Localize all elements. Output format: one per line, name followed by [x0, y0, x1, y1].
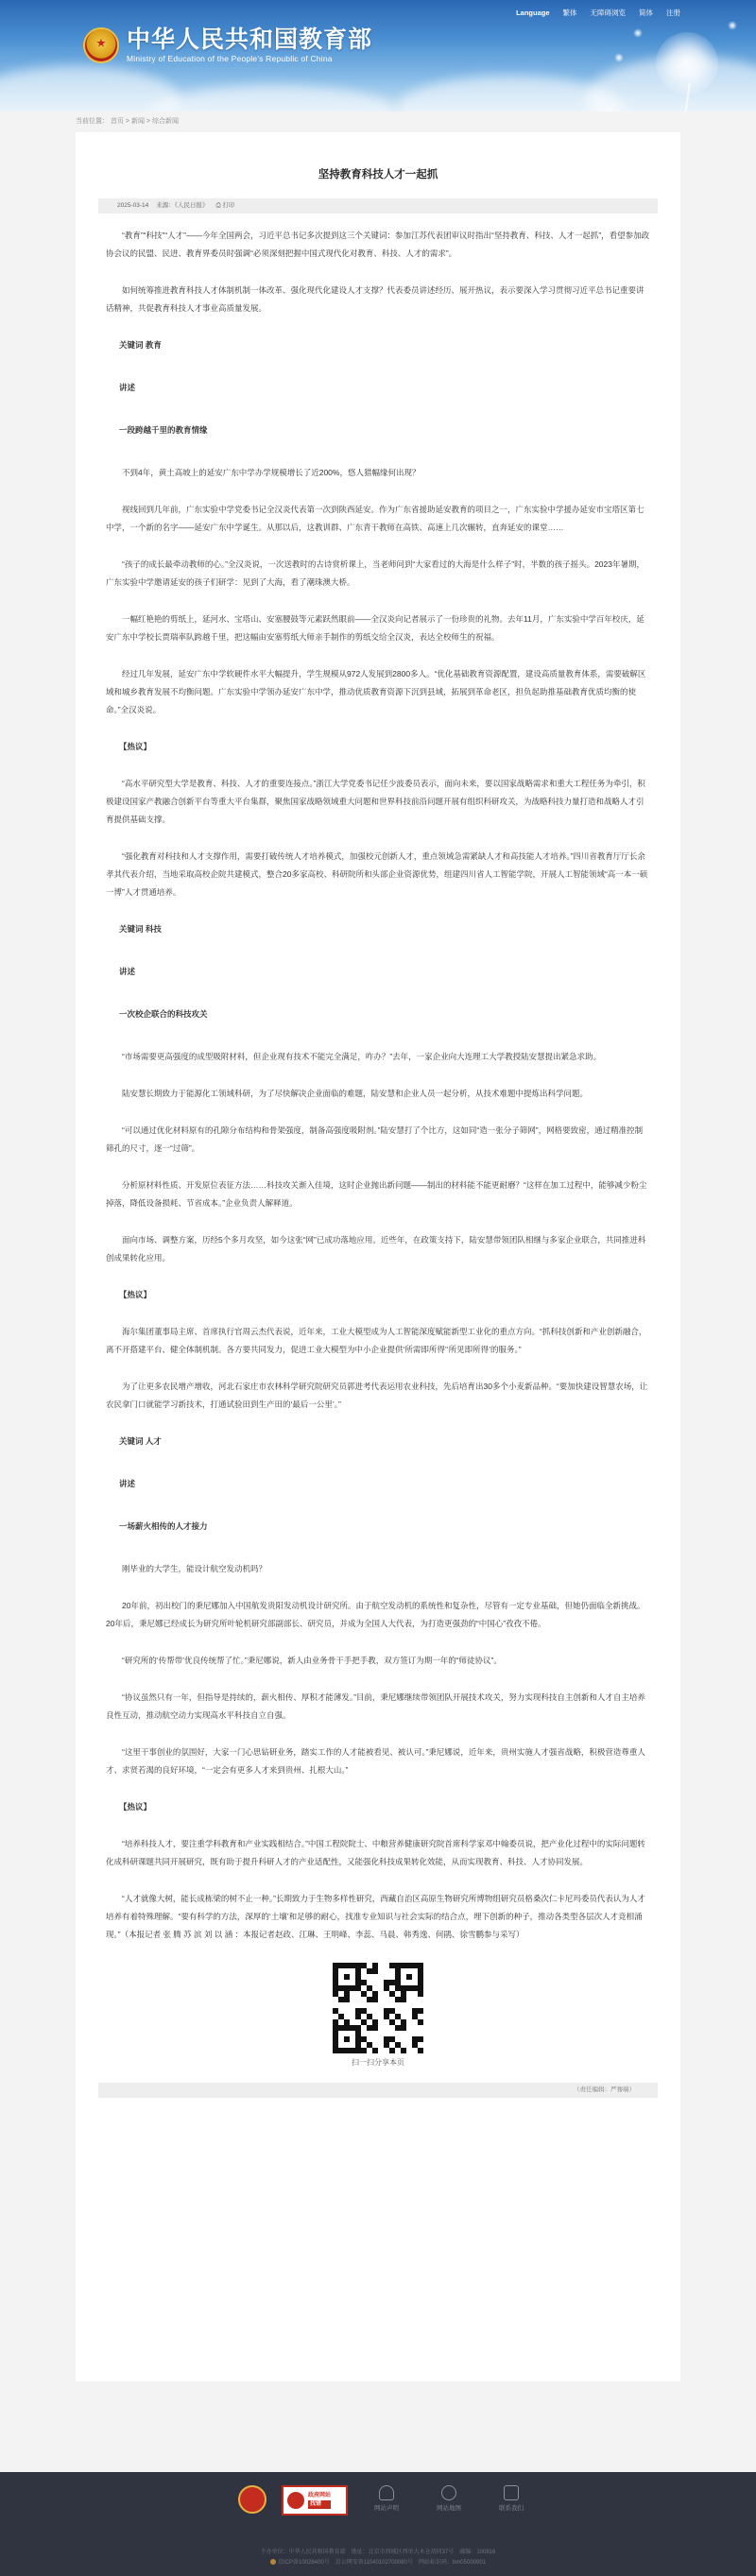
- article-paragraph: “协议虽然只有一年，但指导是持续的，薪火相传、厚积才能薄发。”目前，秉尼娜继续带领团队开展技术攻关，努力实现科技自主创新和人才自主培养良性互动，推动航空动力实现高水平科技自立自强。: [106, 1692, 645, 1720]
- section-heading: 讲述: [119, 1479, 136, 1488]
- article-paragraph: 不到4年，黄土高坡上的延安广东中学办学规模增长了近200%，悠人猎幅缘何出现？: [122, 468, 421, 477]
- article-paragraph: “这里干事创业的氛围好，大家一门心思钻研业务，踏实工作的人才能被看见、被认可。”秉尼娜说，近年来，贵州实施人才强省战略，积极营造尊重人才、求贤若渴的良好环境，“一定会有更多人才来到贵州、扎根大山。”: [106, 1747, 645, 1775]
- article-paragraph: “市场需要更高强度的成型吸附材料，但企业现有技术不能完全满足，咋办？”去年，一家企业向大连理工大学教授陆安慧提出紧急求助。: [122, 1052, 602, 1061]
- seed-decoration: [728, 21, 737, 30]
- site-title: 中华人民共和国教育部: [127, 26, 373, 53]
- editor-bar: [98, 2083, 658, 2098]
- print-button[interactable]: [216, 198, 235, 214]
- contact-us-link[interactable]: [488, 2485, 535, 2512]
- site-statement-link[interactable]: [363, 2485, 410, 2512]
- traditional-chinese-link[interactable]: 繁体: [562, 9, 577, 17]
- qr-code-icon: [333, 1963, 423, 2053]
- section-heading: 关键词 科技: [119, 924, 162, 934]
- breadcrumb-separator: >: [125, 118, 131, 125]
- responsible-editor: （责任编辑：严骞端）: [574, 2087, 635, 2093]
- breadcrumb: [76, 112, 680, 132]
- section-heading: 关键词 教育: [119, 340, 162, 350]
- footer-host-line: 主办单位：中华人民共和国教育部 地址：北京市西城区西单大木仓胡同37号 邮编：100816: [260, 2550, 496, 2555]
- section-heading: 一次校企联合的科技攻关: [119, 1009, 208, 1019]
- site-map-label: 网站地图: [437, 2505, 461, 2512]
- register-link[interactable]: 注册: [666, 9, 680, 17]
- printer-icon: ⎙: [215, 202, 221, 209]
- seed-decoration: [614, 53, 624, 62]
- police-badge-icon: [270, 2559, 276, 2565]
- discussion-tag: 【热议】: [119, 742, 152, 751]
- article-paragraph: 海尔集团董事局主席、首席执行官周云杰代表说，近年来，工业大模型成为人工智能深度赋能新型工业化的重点方向。“抓科技创新和产业创新融合，离不开搭建平台、健全体制机制。各方要共同发力，促进工业大模型为中小企业提供‘所需即所得’‘所见即所得’的服务。”: [106, 1327, 647, 1354]
- footer-icp-line: [0, 2558, 756, 2568]
- simplified-chinese-link[interactable]: 简体: [639, 9, 653, 17]
- article-paragraph: “孩子的成长最牵动教师的心。”全汉炎说，一次送教时的古诗赏析课上，当老师问到“大家看过的大海是什么样子”时，半数的孩子摇头。2023年暑期，广东实验中学邀请延安的孩子们研学：见到了大海，看了潮珠澳大桥。: [106, 559, 644, 587]
- article-paragraph: “人才就像大树，能长成栋梁的树不止一种。”长期致力于生物多样性研究，西藏自治区高原生物研究所博物组研究员格桑次仁卡尼玛委员代表认为人才培养有着特殊理解。“要有科学的方法，深厚的‘土壤’和足够的耐心，找准专业知识与社会实际的结合点，埋下创新的种子，推动各类型各层次人才竞相涌现。”（本报记者 张 腾 苏 滨 刘 以 涵 ：本报记者赵政、江琳、王明峰、李蕊、马晨、韩秀逸、何鹃、徐雪鹏参与采写）: [106, 1894, 645, 1939]
- discussion-tag: 【热议】: [119, 1290, 152, 1299]
- section-heading: 一段跨越千里的教育情缘: [119, 425, 208, 435]
- seed-decoration: [633, 28, 643, 38]
- print-label: 打印: [222, 202, 235, 209]
- contact-icon: [504, 2485, 519, 2500]
- share-qr: [98, 1963, 658, 2068]
- contact-us-label: 联系我们: [499, 2505, 524, 2512]
- article-paragraph: 如何统筹推进教育科技人才体制机制一体改革、强化现代化建设人才支撑？代表委员讲述经历、展开热议，表示要深入学习贯彻习近平总书记重要讲话精神，共促教育科技人才事业高质量发展。: [106, 285, 644, 313]
- footer-icp-text: 京ICP备10028400号 京公网安备11040102700080号 网站标识码：bm05000001: [278, 2560, 486, 2566]
- site-header: [0, 0, 756, 112]
- article-paragraph: “强化教育对科技和人才支撑作用，需要打破传统人才培养模式，加强校元创新人才，重点领域急需紧缺人才和高技能人才培养。”四川省教育厅厅长余孝其代表介绍，当地采取高校企院共建模式，整合20多家高校、科研院所和头部企业资源优势，组建四川省人工智能学院，开展人工智能领域“高一本一硕一博”人才贯通培养。: [106, 851, 648, 897]
- article-body: [98, 227, 658, 1944]
- site-statement-label: 网站声明: [374, 2505, 399, 2512]
- section-heading: 一场薪火相传的人才接力: [119, 1521, 208, 1531]
- accessibility-link[interactable]: 无障碍浏览: [590, 9, 626, 17]
- article-paragraph: “高水平研究型大学是教育、科技、人才的重要连接点。”浙江大学党委书记任少波委员表示，面向未来，要以国家战略需求和重大工程任务为牵引，积极建设国家产教融合创新平台等重大平台集群，聚焦国家战略领域重大问题和世界科技前沿问题开展有组织科研攻关，为战略科技力量打造和战略人才引育提供基础支撑。: [106, 779, 645, 824]
- article-title: 坚持教育科技人才一起抓: [318, 169, 438, 180]
- publish-date: 2025-03-14: [117, 202, 149, 209]
- section-heading: 讲述: [119, 967, 136, 976]
- national-emblem-icon: [287, 2492, 304, 2509]
- article-paragraph: 一幅红艳艳的剪纸上，延河水、宝塔山、安塞腰鼓等元素跃然眼前——全汉炎向记者展示了一份珍贵的礼物。去年11月，广东实验中学百年校庆，延安广东中学校长贾瑞率队跨越千里，把这幅由安塞剪纸大师亲手制作的剪纸交给全汉炎，表达全校师生的祝福。: [106, 614, 644, 642]
- party-emblem-icon[interactable]: [238, 2485, 266, 2514]
- sitemap-icon: [441, 2485, 456, 2500]
- footer-info: [0, 2548, 756, 2568]
- site-footer: [0, 2472, 756, 2576]
- article-paragraph: “可以通过优化材料原有的孔隙分布结构和骨架强度，制备高强度吸附剂。”陆安慧打了个比方，这如同“造一张分子筛网”，网格要致密，通过精准控制筛孔的尺寸，逐一“过筛”。: [106, 1125, 644, 1153]
- person-icon: [379, 2485, 394, 2500]
- article-paragraph: “培养科技人才，要注重学科教育和产业实践相结合。”中国工程院院士、中粮营养健康研究院首席科学家邓中翰委员说，把产业化过程中的实际问题转化成科研课题共同开展研究，既有助于提升科研人才的产业适配性，又能强化科技成果转化效能，从而实现教育、科技、人才协同发展。: [106, 1839, 645, 1866]
- article-paragraph: “研究所的‘传帮带’优良传统帮了忙。”秉尼娜说，新人由业务骨干手把手教，双方签订为期一年的“师徒协议”。: [122, 1656, 502, 1665]
- site-subtitle: Ministry of Education of the People's Republic of China: [127, 54, 333, 63]
- breadcrumb-home[interactable]: 首页: [110, 118, 124, 125]
- top-nav: [516, 8, 680, 18]
- site-logo[interactable]: [83, 26, 372, 63]
- article-paragraph: 分析原材料性质、开发原位表征方法……科技攻关渐入佳境，这时企业抛出新问题——制出的材料能不能更耐磨？“这样在加工过程中，能够减少粉尘掉落，降低设备损耗、节省成本。”企业负责人解释道。: [106, 1180, 647, 1208]
- article-paragraph: 视线回到几年前，广东实验中学党委书记全汉炎代表第一次到陕西延安。作为广东省援助延安教育的项目之一，广东实验中学援办延安市宝塔区第七中学，一个新的名字——延安广东中学诞生。从那以后，这教训群、广东青干教师在高铁、高速上几次辗转，直奔延安的课堂……: [106, 505, 644, 532]
- breadcrumb-prefix: 当前位置：: [76, 118, 109, 125]
- discussion-tag: 【热议】: [119, 1802, 152, 1812]
- site-map-link[interactable]: [425, 2485, 472, 2512]
- section-heading: 关键词 人才: [119, 1436, 162, 1446]
- breadcrumb-general-news[interactable]: 综合新闻: [151, 118, 179, 125]
- article-paragraph: 刚毕业的大学生，能设计航空发动机吗？: [122, 1564, 267, 1573]
- article-card: [76, 132, 680, 2381]
- dandelion-decoration: [656, 32, 718, 94]
- article-paragraph: “教育”“科技”“人才”——今年全国两会，习近平总书记多次提到这三个关键词：参加江苏代表团审议时指出“坚持教育、科技、人才一起抓”，看望参加政协会议的民盟、民进、教育界委员时强调“必须深刻把握中国式现代化对教育、科技、人才的需求”。: [106, 231, 650, 258]
- breadcrumb-separator: >: [146, 118, 152, 125]
- article-paragraph: 陆安慧长期致力于能源化工领域科研，为了尽快解决企业面临的难题，陆安慧和企业人员一起分析，从技术难题中提炼出科学问题。: [122, 1089, 589, 1098]
- gov-badge-line2: 找错: [308, 2500, 331, 2509]
- article-paragraph: 经过几年发展，延安广东中学软硬件水平大幅提升，学生规模从972人发展到2800多人。“优化基础教育资源配置，建设高质量教育体系，需要破解区域和城乡教育发展不均衡问题。广东实验中学领办延安广东中学，推动优质教育资源下沉到县域，拓展到革命老区，担负起助推基础教育优质均衡的使命。”全汉炎说。: [106, 669, 646, 714]
- gov-site-error-report-badge[interactable]: [282, 2485, 348, 2516]
- article-source: 来源：《人民日报》: [156, 202, 209, 209]
- national-emblem-icon: [83, 27, 119, 63]
- qr-label: 扫一扫分享本页: [352, 2058, 404, 2067]
- breadcrumb-news[interactable]: 新闻: [130, 118, 145, 125]
- article-paragraph: 面向市场、调整方案，历经5个多月攻坚，如今这张“网”已成功落地应用。近些年，在政策支持下，陆安慧带领团队相继与多家企业联合，共同推进科创成果转化应用。: [106, 1235, 646, 1262]
- language-link[interactable]: Language: [516, 9, 550, 17]
- article-paragraph: 为了让更多农民增产增收，河北石家庄市农林科学研究院研究员郭进考代表运用农业科技，先后培育出30多个小麦新品种。“要加快建设智慧农场，让农民拿门口就能学习新技术，打通试验田到生产田的‘最后一公里’。”: [106, 1382, 648, 1409]
- article-paragraph: 20年前，初出校门的秉尼娜加入中国航发贵阳发动机设计研究所。由于航空发动机的系统性和复杂性，尽管有一定专业基础，但她仍面临全新挑战。20年后，秉尼娜已经成长为研究所叶轮机研究部副部长、研究员，并成为全国人大代表，为打造更强劲的“中国心”孜孜不倦。: [106, 1601, 645, 1628]
- section-heading: 讲述: [119, 383, 136, 392]
- article-meta: [98, 198, 658, 214]
- gov-badge-line1: 政府网站: [308, 2493, 332, 2499]
